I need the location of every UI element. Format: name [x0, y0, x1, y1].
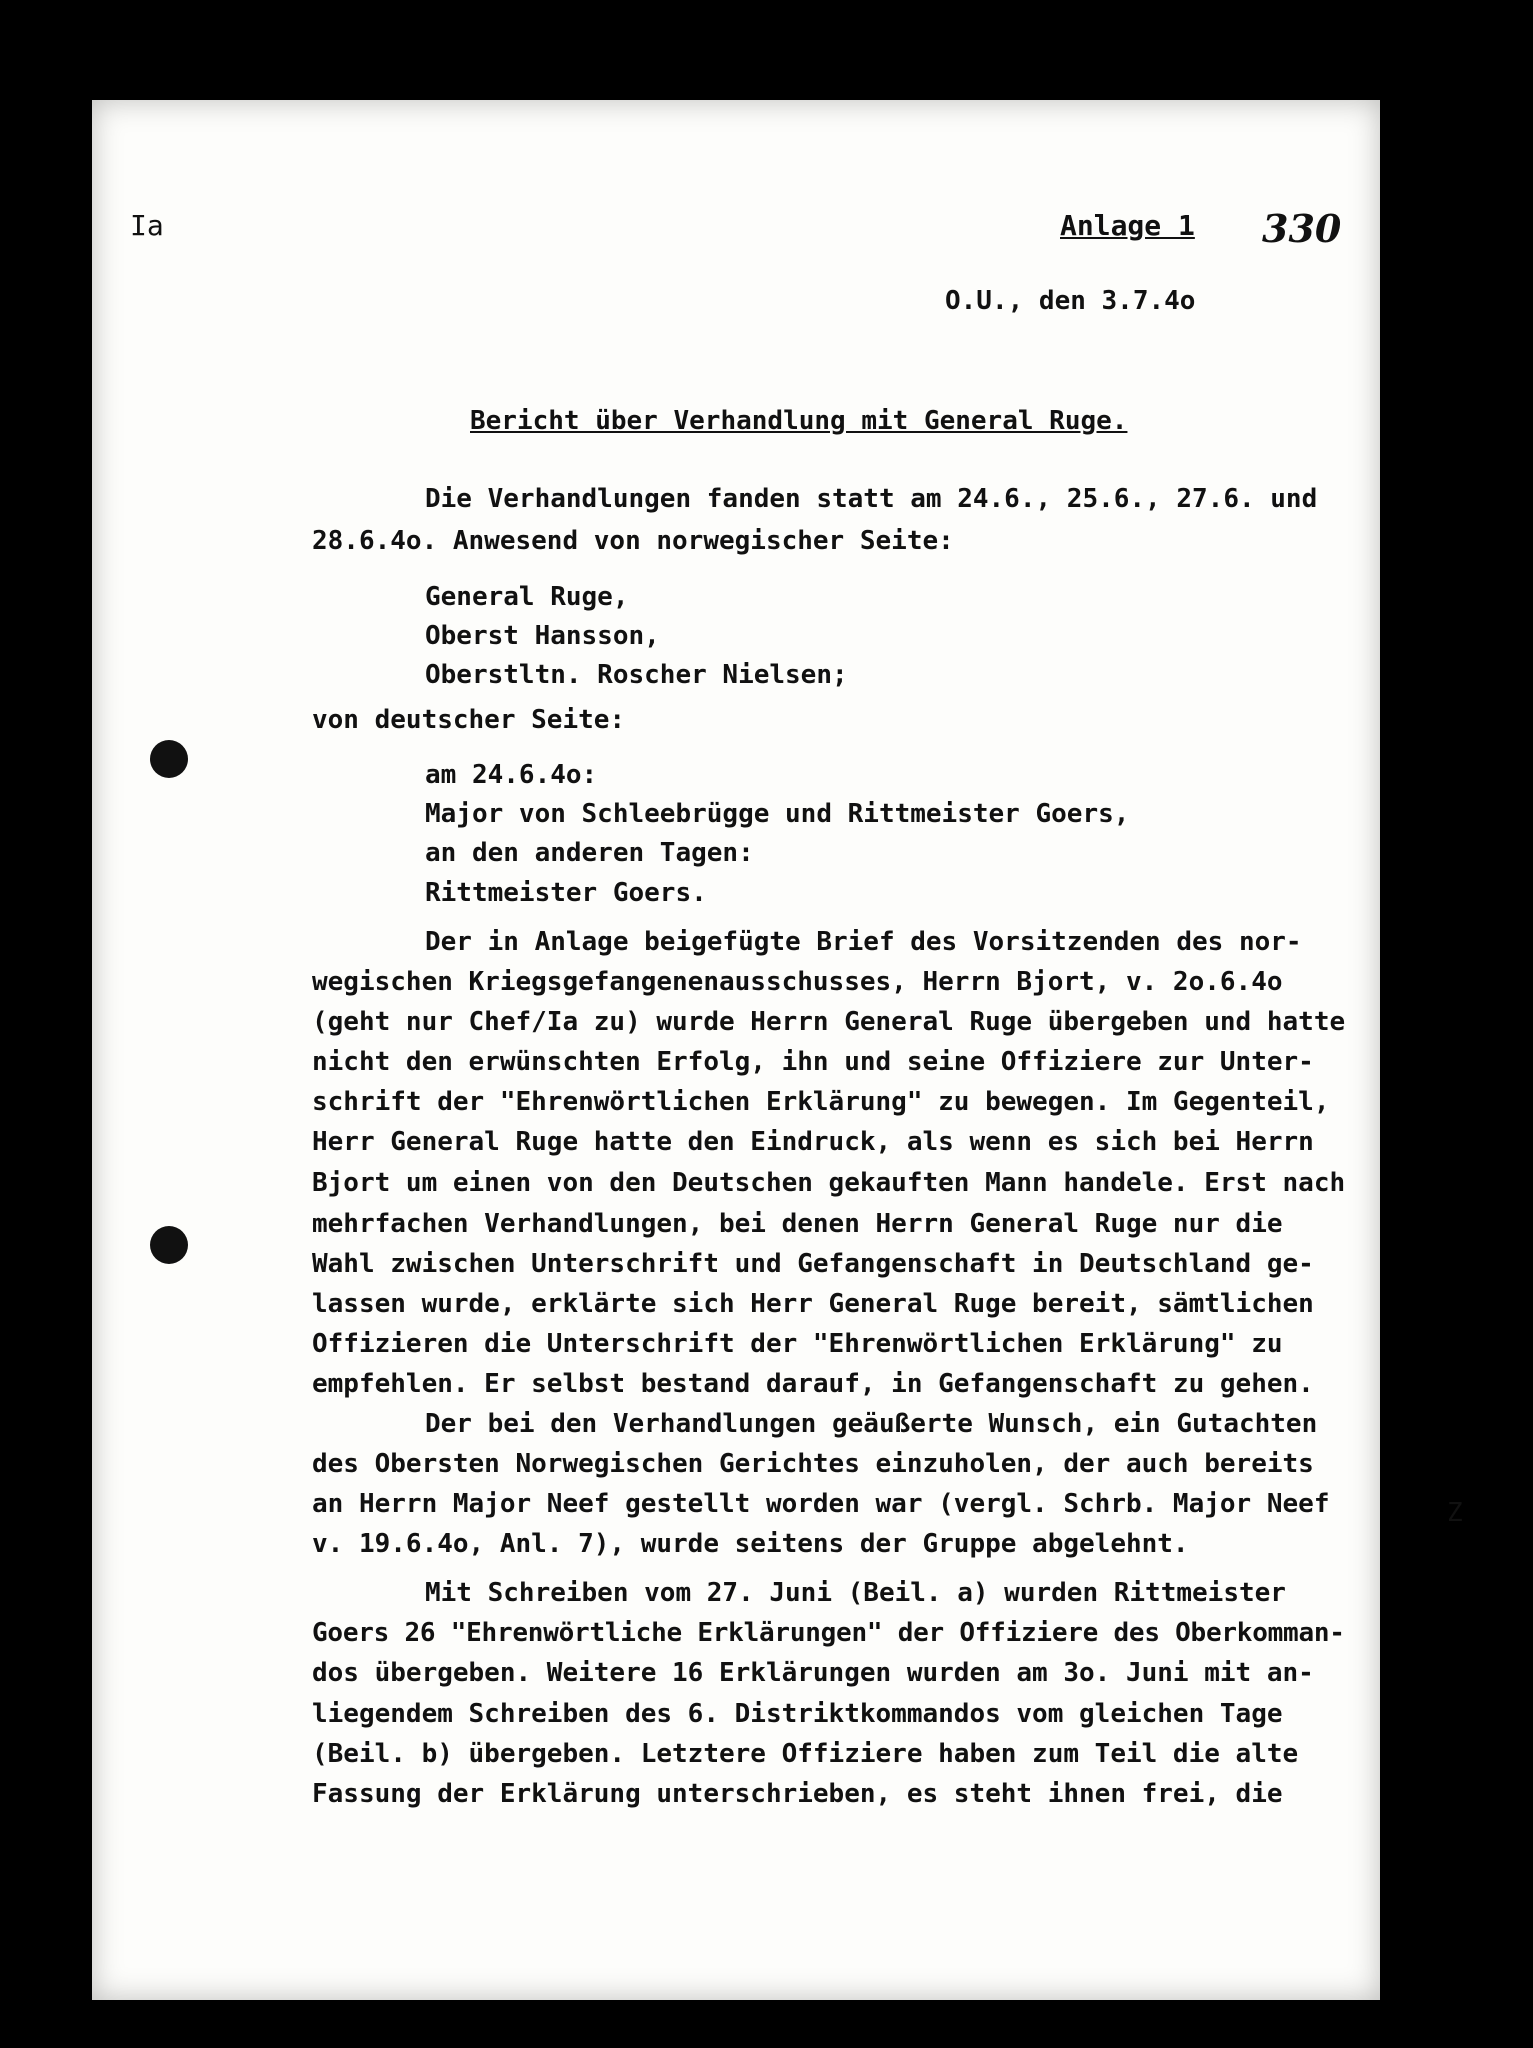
text-line: mehrfachen Verhandlungen, bei denen Herrn General Ruge nur die — [312, 1209, 1283, 1239]
text-line: Fassung der Erklärung unterschrieben, es steht ihnen frei, die — [312, 1779, 1283, 1809]
text-line: Mit Schreiben vom 27. Juni (Beil. a) wurden Rittmeister — [425, 1578, 1286, 1608]
annex-label: Anlage 1 — [1060, 209, 1195, 242]
text-line: Der in Anlage beigefügte Brief des Vorsitzenden des nor- — [425, 927, 1302, 957]
text-line: Major von Schleebrügge und Rittmeister Goers, — [425, 799, 1130, 829]
text-line: nicht den erwünschten Erfolg, ihn und seine Offiziere zur Unter- — [312, 1047, 1314, 1077]
text-line: General Ruge, — [425, 582, 629, 612]
text-line: (geht nur Chef/Ia zu) wurde Herrn General Ruge übergeben und hatte — [312, 1007, 1346, 1037]
text-line: lassen wurde, erklärte sich Herr General Ruge bereit, sämtlichen — [312, 1289, 1314, 1319]
text-line: Wahl zwischen Unterschrift und Gefangenschaft in Deutschland ge- — [312, 1249, 1314, 1279]
punch-hole-bottom — [150, 1226, 188, 1264]
text-line: Bjort um einen von den Deutschen gekauften Mann handele. Erst nach — [312, 1168, 1346, 1198]
margin-mark: Ia — [130, 209, 164, 242]
text-line: Goers 26 "Ehrenwörtliche Erklärungen" der Offiziere des Oberkomman- — [312, 1618, 1345, 1648]
text-line: am 24.6.4o: — [425, 760, 598, 790]
text-line: Rittmeister Goers. — [425, 878, 707, 908]
text-line: (Beil. b) übergeben. Letztere Offiziere haben zum Teil die alte — [312, 1739, 1299, 1769]
document-title: Bericht über Verhandlung mit General Ruge. — [470, 406, 1128, 436]
text-line: schrift der "Ehrenwörtlichen Erklärung" zu bewegen. Im Gegenteil, — [312, 1087, 1330, 1117]
page-number: 330 — [1262, 206, 1342, 251]
text-line: wegischen Kriegsgefangenenausschusses, Herrn Bjort, v. 2o.6.4o — [312, 967, 1283, 997]
text-line: Herr General Ruge hatte den Eindruck, als wenn es sich bei Herrn — [312, 1127, 1314, 1157]
date-line: O.U., den 3.7.4o — [945, 286, 1196, 316]
text-line: von deutscher Seite: — [312, 705, 626, 735]
text-line: liegendem Schreiben des 6. Distriktkommandos vom gleichen Tage — [312, 1699, 1283, 1729]
text-line: empfehlen. Er selbst bestand darauf, in Gefangenschaft zu gehen. — [312, 1369, 1314, 1399]
text-line: Der bei den Verhandlungen geäußerte Wunsch, ein Gutachten — [425, 1409, 1318, 1439]
text-line: v. 19.6.4o, Anl. 7), wurde seitens der Gruppe abgelehnt. — [312, 1529, 1189, 1559]
text-line: Offizieren die Unterschrift der "Ehrenwörtlichen Erklärung" zu — [312, 1329, 1283, 1359]
text-line: des Obersten Norwegischen Gerichtes einzuholen, der auch bereits — [312, 1449, 1314, 1479]
text-line: dos übergeben. Weitere 16 Erklärungen wurden am 3o. Juni mit an- — [312, 1658, 1314, 1688]
text-line: Die Verhandlungen fanden statt am 24.6., 25.6., 27.6. und — [425, 484, 1318, 514]
text-line: 28.6.4o. Anwesend von norwegischer Seite: — [312, 526, 954, 556]
text-line: an Herrn Major Neef gestellt worden war (vergl. Schrb. Major Neef — [312, 1489, 1330, 1519]
text-line: Oberst Hansson, — [425, 621, 660, 651]
text-line: Oberstltn. Roscher Nielsen; — [425, 660, 848, 690]
text-line: an den anderen Tagen: — [425, 838, 754, 868]
punch-hole-top — [150, 740, 188, 778]
